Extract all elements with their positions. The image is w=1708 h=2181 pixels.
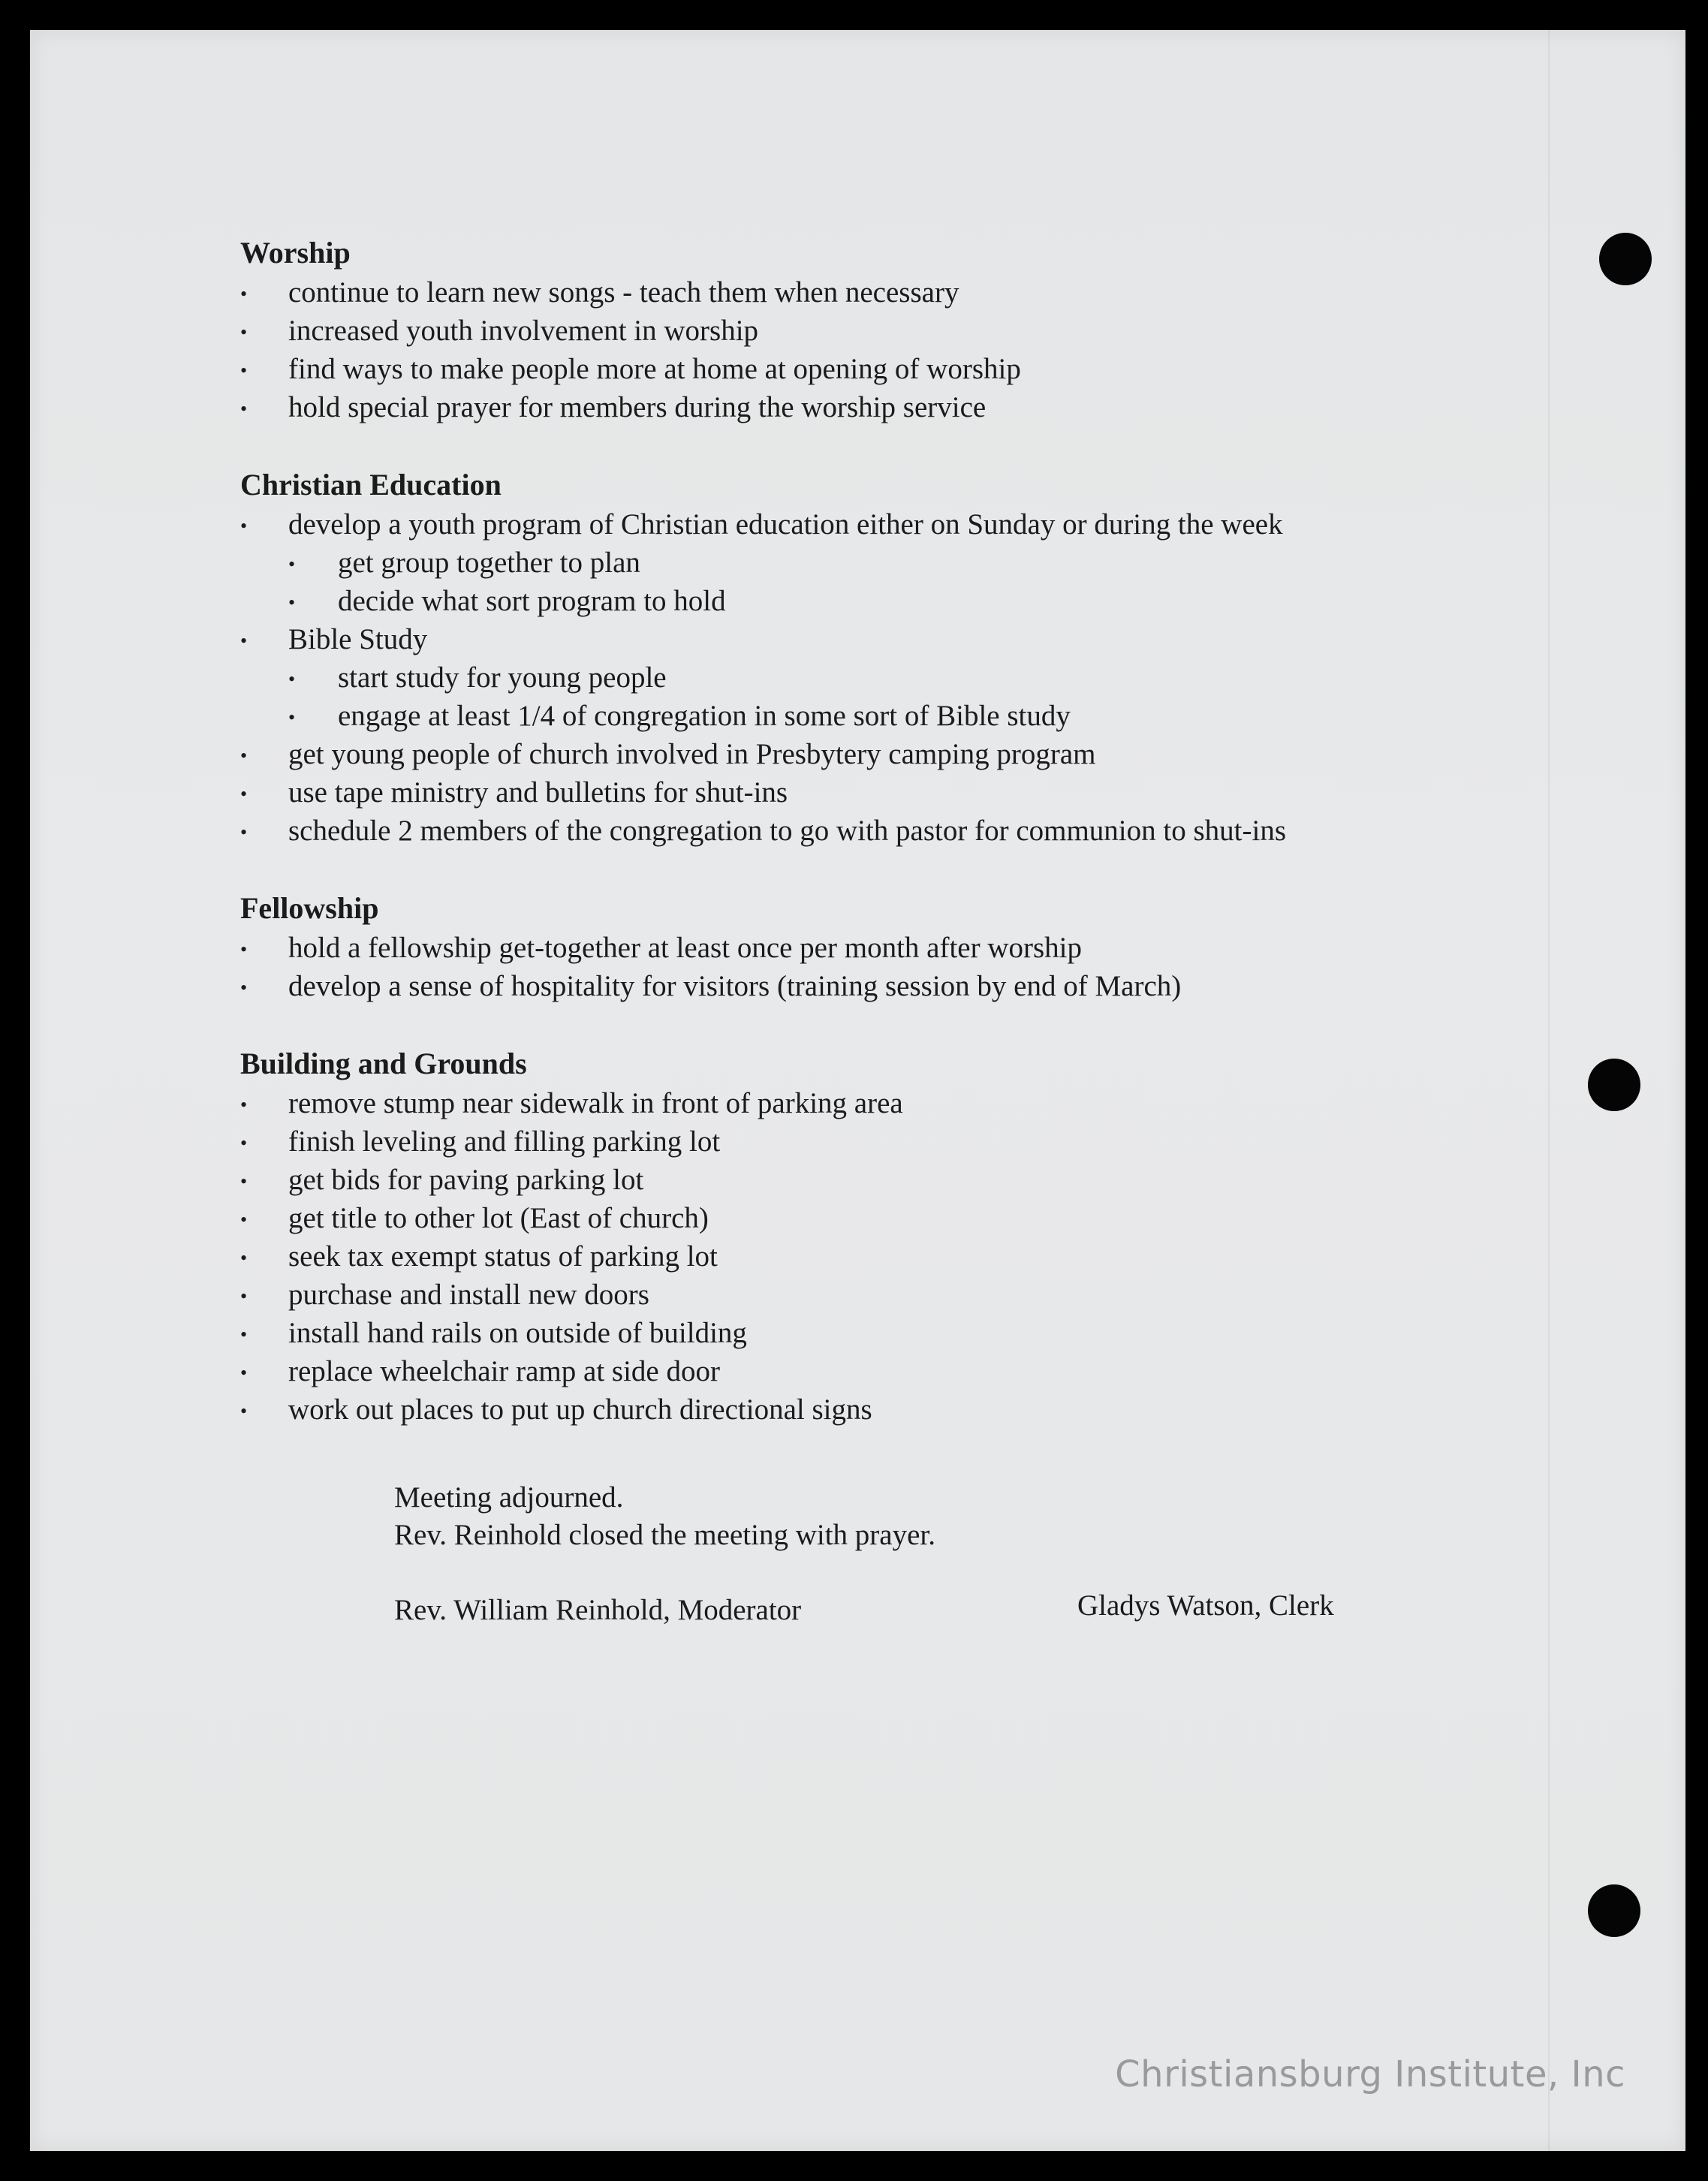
list-item-text: get bids for paving parking lot <box>288 1164 644 1196</box>
list-item <box>240 735 1479 773</box>
list-item-text: develop a sense of hospitality for visitors (training session by end of March) <box>288 970 1182 1002</box>
signature-moderator: Rev. William Reinhold, Moderator <box>394 1594 802 1626</box>
paper-fold-line <box>1548 30 1550 2151</box>
closing-adjourned: Meeting adjourned. <box>394 1481 624 1514</box>
section-christian-education <box>240 465 1479 850</box>
watermark-text: Christiansburg Institute, Inc <box>1115 2053 1625 2095</box>
list-item <box>240 812 1479 850</box>
list-item-text: work out places to put up church directional signs <box>288 1393 872 1426</box>
section-worship <box>240 233 1479 426</box>
document-body <box>240 233 1479 1467</box>
section-fellowship <box>240 888 1479 1005</box>
list-item <box>240 1352 1479 1390</box>
list-item <box>240 505 1479 620</box>
bullet-list <box>240 273 1479 426</box>
list-item-text: get title to other lot (East of church) <box>288 1202 709 1234</box>
list-item-text: seek tax exempt status of parking lot <box>288 1240 718 1273</box>
list-item-text: develop a youth program of Christian education either on Sunday or during the week <box>288 508 1283 541</box>
list-item <box>240 350 1479 388</box>
list-item-text: find ways to make people more at home at opening of worship <box>288 353 1021 385</box>
section-heading: Building and Grounds <box>240 1047 527 1080</box>
sub-list-item: • start study for young people <box>288 658 1479 697</box>
list-item-text: get young people of church involved in Presbytery camping program <box>288 738 1096 770</box>
bullet-list <box>240 929 1479 1005</box>
section-heading: Christian Education <box>240 468 502 502</box>
list-item-text: continue to learn new songs - teach them when necessary <box>288 276 959 309</box>
sub-list-item: • get group together to plan <box>288 544 1479 582</box>
sub-list-item: • decide what sort program to hold <box>288 582 1479 620</box>
list-item <box>240 773 1479 812</box>
list-item-text: hold a fellowship get-together at least once per month after worship <box>288 932 1082 964</box>
closing-block <box>394 1479 935 1554</box>
list-item <box>240 1161 1479 1199</box>
bullet-list <box>240 1084 1479 1429</box>
list-item <box>240 929 1479 967</box>
closing-prayer: Rev. Reinhold closed the meeting with prayer. <box>394 1519 935 1551</box>
section-heading: Fellowship <box>240 891 379 925</box>
list-item <box>240 1314 1479 1352</box>
list-item-text: hold special prayer for members during the worship service <box>288 391 987 423</box>
signature-clerk: Gladys Watson, Clerk <box>1077 1589 1334 1622</box>
punch-hole-middle <box>1588 1059 1640 1111</box>
list-item <box>240 388 1479 426</box>
punch-hole-top <box>1599 233 1652 285</box>
sub-list-item: • engage at least 1/4 of congregation in some sort of Bible study <box>288 697 1479 735</box>
list-item <box>240 273 1479 312</box>
list-item <box>240 1390 1479 1429</box>
list-item-text: increased youth involvement in worship <box>288 315 759 347</box>
list-item-text: install hand rails on outside of building <box>288 1317 747 1349</box>
list-item-text: remove stump near sidewalk in front of parking area <box>288 1087 903 1119</box>
list-item-text: finish leveling and filling parking lot <box>288 1125 721 1158</box>
list-item <box>240 312 1479 350</box>
list-item <box>240 620 1479 735</box>
list-item <box>240 1199 1479 1237</box>
list-item <box>240 1122 1479 1161</box>
punch-hole-bottom <box>1588 1884 1640 1937</box>
list-item <box>240 1084 1479 1122</box>
sub-bullet-list <box>288 544 1479 620</box>
list-item <box>240 1237 1479 1276</box>
bullet-list <box>240 505 1479 850</box>
section-heading: Worship <box>240 236 351 270</box>
section-building-and-grounds <box>240 1044 1479 1429</box>
list-item <box>240 967 1479 1005</box>
list-item-text: schedule 2 members of the congregation to go with pastor for communion to shut-ins <box>288 815 1286 847</box>
list-item-text: replace wheelchair ramp at side door <box>288 1355 720 1387</box>
list-item-text: Bible Study <box>288 623 428 655</box>
list-item-text: use tape ministry and bulletins for shut-ins <box>288 776 788 809</box>
list-item <box>240 1276 1479 1314</box>
list-item-text: purchase and install new doors <box>288 1279 649 1311</box>
sub-bullet-list <box>288 658 1479 735</box>
